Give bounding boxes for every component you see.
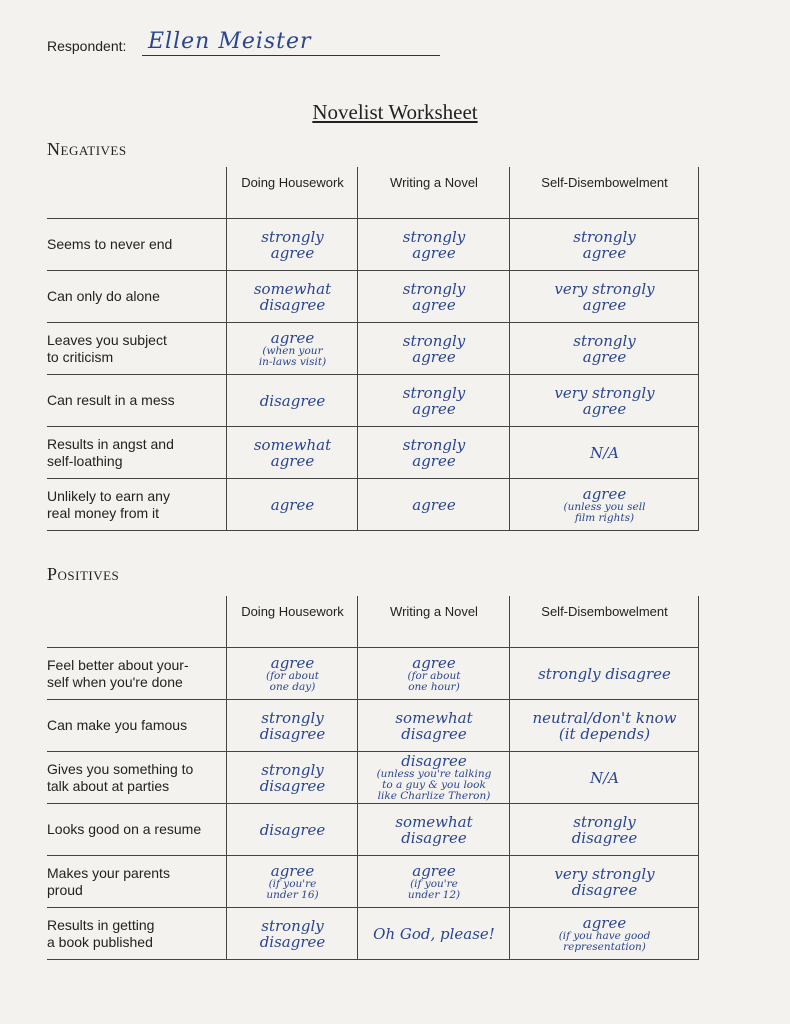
handwritten-note: (if you have good representation) xyxy=(558,929,651,953)
table-row xyxy=(47,855,699,907)
response-cell xyxy=(357,908,510,959)
table-row xyxy=(47,218,699,270)
handwritten-response: strongly disagree xyxy=(538,664,671,683)
table-row xyxy=(47,478,699,531)
table-border xyxy=(698,323,699,374)
row-label: Can only do alone xyxy=(47,288,160,304)
column-header-label: Writing a Novel xyxy=(390,175,478,190)
column-header xyxy=(509,167,699,218)
row-label: Seems to never end xyxy=(47,236,173,252)
handwritten-response: strongly agree xyxy=(261,227,324,262)
handwritten-response: strongly agree xyxy=(573,227,636,262)
respondent-label: Respondent: xyxy=(47,38,127,54)
response-cell xyxy=(226,479,358,530)
handwritten-response: very strongly disagree xyxy=(554,864,655,899)
positives-heading: Positives xyxy=(47,564,120,584)
table-border xyxy=(698,167,699,218)
table-border xyxy=(698,804,699,855)
handwritten-response: very strongly agree xyxy=(554,383,655,418)
table-row xyxy=(47,803,699,855)
negatives-table xyxy=(47,167,699,531)
response-cell xyxy=(357,271,510,322)
column-header-label: Doing Housework xyxy=(241,175,344,190)
handwritten-response: somewhat disagree xyxy=(395,708,473,743)
table-border xyxy=(698,479,699,530)
response-cell xyxy=(509,271,699,322)
handwritten-response: agree xyxy=(412,861,456,880)
row-label: Looks good on a resume xyxy=(47,821,202,837)
row-label: Unlikely to earn any real money from it xyxy=(47,487,170,521)
response-cell xyxy=(509,427,699,478)
handwritten-note: (unless you're talking to a guy & you look like Charlize Theron) xyxy=(376,768,492,802)
handwritten-response: agree xyxy=(270,495,315,514)
column-header-label: Self-Disembowelment xyxy=(541,175,668,190)
table-border xyxy=(698,596,699,647)
handwritten-response: somewhat disagree xyxy=(395,812,473,847)
handwritten-response: neutral/don't know (it depends) xyxy=(532,708,677,743)
handwritten-note: (when your in-laws visit) xyxy=(258,344,327,368)
handwritten-response: strongly disagree xyxy=(259,708,326,743)
response-cell xyxy=(357,375,510,426)
handwritten-note: (for about one day) xyxy=(266,669,319,693)
handwritten-response: disagree xyxy=(259,391,326,410)
row-label: Feel better about your- self when you're done xyxy=(47,656,189,690)
table-row xyxy=(47,374,699,426)
table-border xyxy=(698,752,699,803)
negatives-heading: Negatives xyxy=(47,139,127,159)
row-label: Gives you something to talk about at parties xyxy=(47,760,194,794)
handwritten-response: agree xyxy=(270,328,315,347)
response-cell xyxy=(226,375,358,426)
response-cell xyxy=(226,219,358,270)
response-cell xyxy=(226,752,358,803)
column-header-label: Self-Disembowelment xyxy=(541,604,668,619)
response-cell xyxy=(226,804,358,855)
response-cell xyxy=(226,323,358,374)
handwritten-response: agree xyxy=(412,653,456,672)
row-label: Can make you famous xyxy=(47,717,188,733)
handwritten-response: strongly agree xyxy=(402,331,466,366)
row-label: Results in angst and self-loathing xyxy=(47,435,174,469)
response-cell xyxy=(357,323,510,374)
handwritten-response: somewhat agree xyxy=(253,435,332,470)
response-cell xyxy=(509,648,699,699)
row-label: Makes your parents proud xyxy=(47,864,170,898)
response-cell xyxy=(226,271,358,322)
response-cell xyxy=(226,427,358,478)
handwritten-response: strongly agree xyxy=(402,435,466,470)
handwritten-response: very strongly agree xyxy=(554,279,655,314)
column-header-label: Doing Housework xyxy=(241,604,344,619)
response-cell xyxy=(509,323,699,374)
handwritten-response: agree xyxy=(270,653,315,672)
response-cell xyxy=(509,804,699,855)
column-header xyxy=(357,167,510,218)
handwritten-response: agree xyxy=(582,913,627,932)
response-cell xyxy=(226,856,358,907)
table-border xyxy=(698,427,699,478)
response-cell xyxy=(509,375,699,426)
response-cell xyxy=(509,219,699,270)
handwritten-response: agree xyxy=(582,484,627,503)
table-row xyxy=(47,426,699,478)
handwritten-note: (unless you sell film rights) xyxy=(563,500,646,524)
row-label: Results in getting a book published xyxy=(47,916,155,950)
response-cell xyxy=(509,856,699,907)
table-border xyxy=(698,908,699,959)
handwritten-response: agree xyxy=(412,495,456,514)
response-cell xyxy=(226,908,358,959)
handwritten-response: Oh God, please! xyxy=(373,924,495,943)
column-header-row xyxy=(47,596,699,647)
response-cell xyxy=(357,219,510,270)
positives-table xyxy=(47,596,699,960)
table-border xyxy=(698,219,699,270)
response-cell xyxy=(509,479,699,530)
handwritten-response: strongly agree xyxy=(402,227,466,262)
response-cell xyxy=(357,648,510,699)
document-title: Novelist Worksheet xyxy=(312,100,478,124)
column-header-row xyxy=(47,167,699,218)
table-row xyxy=(47,751,699,803)
response-cell xyxy=(509,908,699,959)
handwritten-response: disagree xyxy=(401,752,467,770)
handwritten-response: strongly disagree xyxy=(259,916,326,951)
handwritten-response: strongly agree xyxy=(573,331,636,366)
table-row xyxy=(47,907,699,960)
handwritten-note: (for about one hour) xyxy=(407,669,461,693)
table-row xyxy=(47,699,699,751)
column-header xyxy=(226,596,358,647)
handwritten-note: (if you're under 16) xyxy=(266,877,319,901)
response-cell xyxy=(226,648,358,699)
response-cell xyxy=(357,804,510,855)
table-border xyxy=(698,271,699,322)
handwritten-response: strongly disagree xyxy=(571,812,638,847)
column-header xyxy=(226,167,358,218)
column-header xyxy=(357,596,510,647)
column-header-label: Writing a Novel xyxy=(390,604,478,619)
table-border xyxy=(698,700,699,751)
handwritten-response: strongly agree xyxy=(402,383,466,418)
response-cell xyxy=(509,700,699,751)
table-row xyxy=(47,270,699,322)
table-border xyxy=(698,648,699,699)
handwritten-response: N/A xyxy=(589,768,619,787)
response-cell xyxy=(509,752,699,803)
table-border xyxy=(698,856,699,907)
table-border xyxy=(698,375,699,426)
respondent-name: Ellen Meister xyxy=(148,29,312,54)
handwritten-response: N/A xyxy=(589,443,619,462)
handwritten-note: (if you're under 12) xyxy=(407,877,461,901)
table-row xyxy=(47,322,699,374)
handwritten-response: strongly agree xyxy=(402,279,466,314)
respondent-underline xyxy=(142,55,440,56)
handwritten-response: strongly disagree xyxy=(259,760,326,795)
response-cell xyxy=(357,427,510,478)
response-cell xyxy=(357,479,510,530)
handwritten-response: somewhat disagree xyxy=(253,279,332,314)
response-cell xyxy=(357,700,510,751)
response-cell xyxy=(226,700,358,751)
response-cell xyxy=(357,752,510,803)
row-label: Can result in a mess xyxy=(47,392,175,408)
handwritten-response: disagree xyxy=(259,820,326,839)
handwritten-response: agree xyxy=(270,861,315,880)
row-label: Leaves you subject to criticism xyxy=(47,331,167,365)
table-row xyxy=(47,647,699,699)
column-header xyxy=(509,596,699,647)
response-cell xyxy=(357,856,510,907)
